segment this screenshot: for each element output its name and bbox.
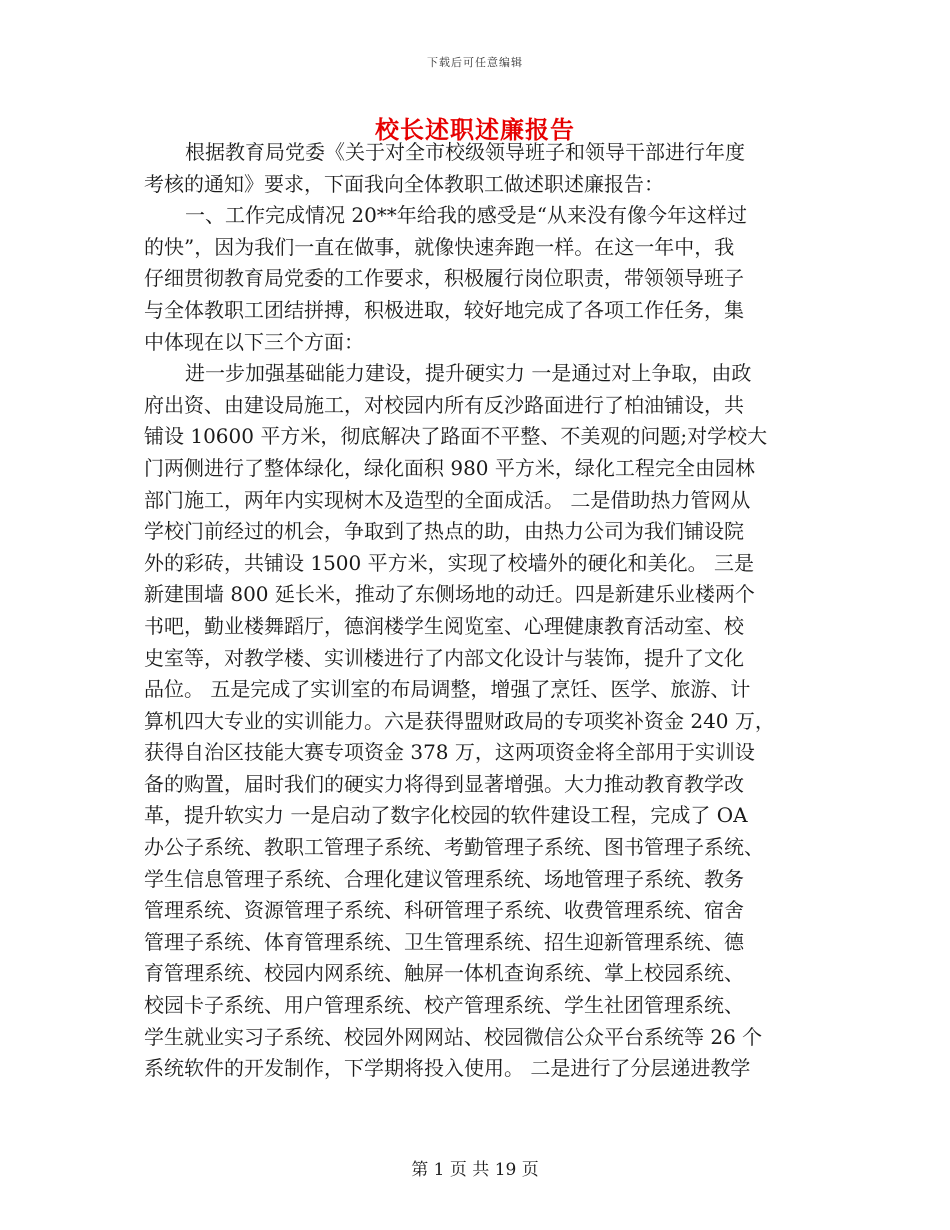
body-line: 考核的通知》要求，下面我向全体教职工做述职述廉报告：	[144, 171, 664, 196]
body-line: 校园卡子系统、用户管理系统、校产管理系统、学生社团管理系统、	[144, 993, 744, 1018]
body-line: 获得自治区技能大赛专项资金 378 万，这两项资金将全部用于实训设	[144, 740, 755, 765]
body-line: 办公子系统、教职工管理子系统、考勤管理子系统、图书管理子系统、	[144, 835, 764, 860]
body-line: 管理系统、资源管理子系统、科研管理子系统、收费管理系统、宿舍	[144, 898, 744, 923]
body-line: 门两侧进行了整体绿化，绿化面积 980 平方米，绿化工程完全由园林	[144, 455, 755, 480]
body-line: 品位。 五是完成了实训室的布局调整，增强了烹饪、医学、旅游、计	[144, 677, 751, 702]
document-title: 校长述职述廉报告	[375, 115, 575, 144]
body-line: 史室等，对教学楼、实训楼进行了内部文化设计与装饰，提升了文化	[144, 645, 744, 670]
body-line: 的快”，因为我们一直在做事，就像快速奔跑一样。在这一年中，我	[144, 234, 735, 259]
body-line: 部门施工，两年内实现树木及造型的全面成活。 二是借助热力管网从	[144, 487, 751, 512]
document-body	[144, 137, 808, 1085]
body-line: 铺设 10600 平方米，彻底解决了路面不平整、不美观的问题;对学校大	[144, 424, 768, 449]
body-line: 革，提升软实力 一是启动了数字化校园的软件建设工程，完成了 OA	[144, 803, 748, 828]
body-line: 根据教育局党委《关于对全市校级领导班子和领导干部进行年度	[185, 140, 745, 164]
page-header-note: 下载后可任意编辑	[427, 56, 523, 69]
body-line: 备的购置，届时我们的硬实力将得到显著增强。大力推动教育教学改	[144, 771, 744, 796]
body-line: 育管理系统、校园内网系统、触屏一体机查询系统、掌上校园系统、	[144, 961, 744, 986]
body-line: 书吧，勤业楼舞蹈厅，德润楼学生阅览室、心理健康教育活动室、校	[144, 613, 744, 638]
body-line: 算机四大专业的实训能力。六是获得盟财政局的专项奖补资金 240 万，	[144, 708, 775, 733]
body-line: 管理子系统、体育管理系统、卫生管理系统、招生迎新管理系统、德	[144, 929, 744, 954]
page-footer-number: 第 1 页 共 19 页	[411, 1160, 539, 1180]
body-line: 学生就业实习子系统、校园外网网站、校园微信公众平台系统等 26 个	[144, 1024, 763, 1049]
body-line: 学生信息管理子系统、合理化建议管理系统、场地管理子系统、教务	[144, 866, 744, 891]
body-line: 进一步加强基础能力建设，提升硬实力 一是通过对上争取，由政	[185, 361, 752, 386]
body-line: 与全体教职工团结拼搏，积极进取，较好地完成了各项工作任务，集	[144, 297, 744, 322]
body-line: 一、工作完成情况 20**年给我的感受是“从来没有像今年这样过	[185, 203, 748, 228]
body-line: 新建围墙 800 延长米，推动了东侧场地的动迁。四是新建乐业楼两个	[144, 582, 755, 607]
body-line: 学校门前经过的机会，争取到了热点的助，由热力公司为我们铺设院	[144, 519, 744, 544]
body-line: 府出资、由建设局施工，对校园内所有反沙路面进行了柏油铺设，共	[144, 392, 744, 417]
body-line: 中体现在以下三个方面：	[144, 329, 364, 354]
body-line: 仔细贯彻教育局党委的工作要求，积极履行岗位职责，带领领导班子	[144, 266, 744, 291]
body-line: 外的彩砖，共铺设 1500 平方米，实现了校墙外的硬化和美化。 三是	[144, 550, 754, 575]
body-line: 系统软件的开发制作，下学期将投入使用。 二是进行了分层递进教学	[144, 1056, 751, 1081]
